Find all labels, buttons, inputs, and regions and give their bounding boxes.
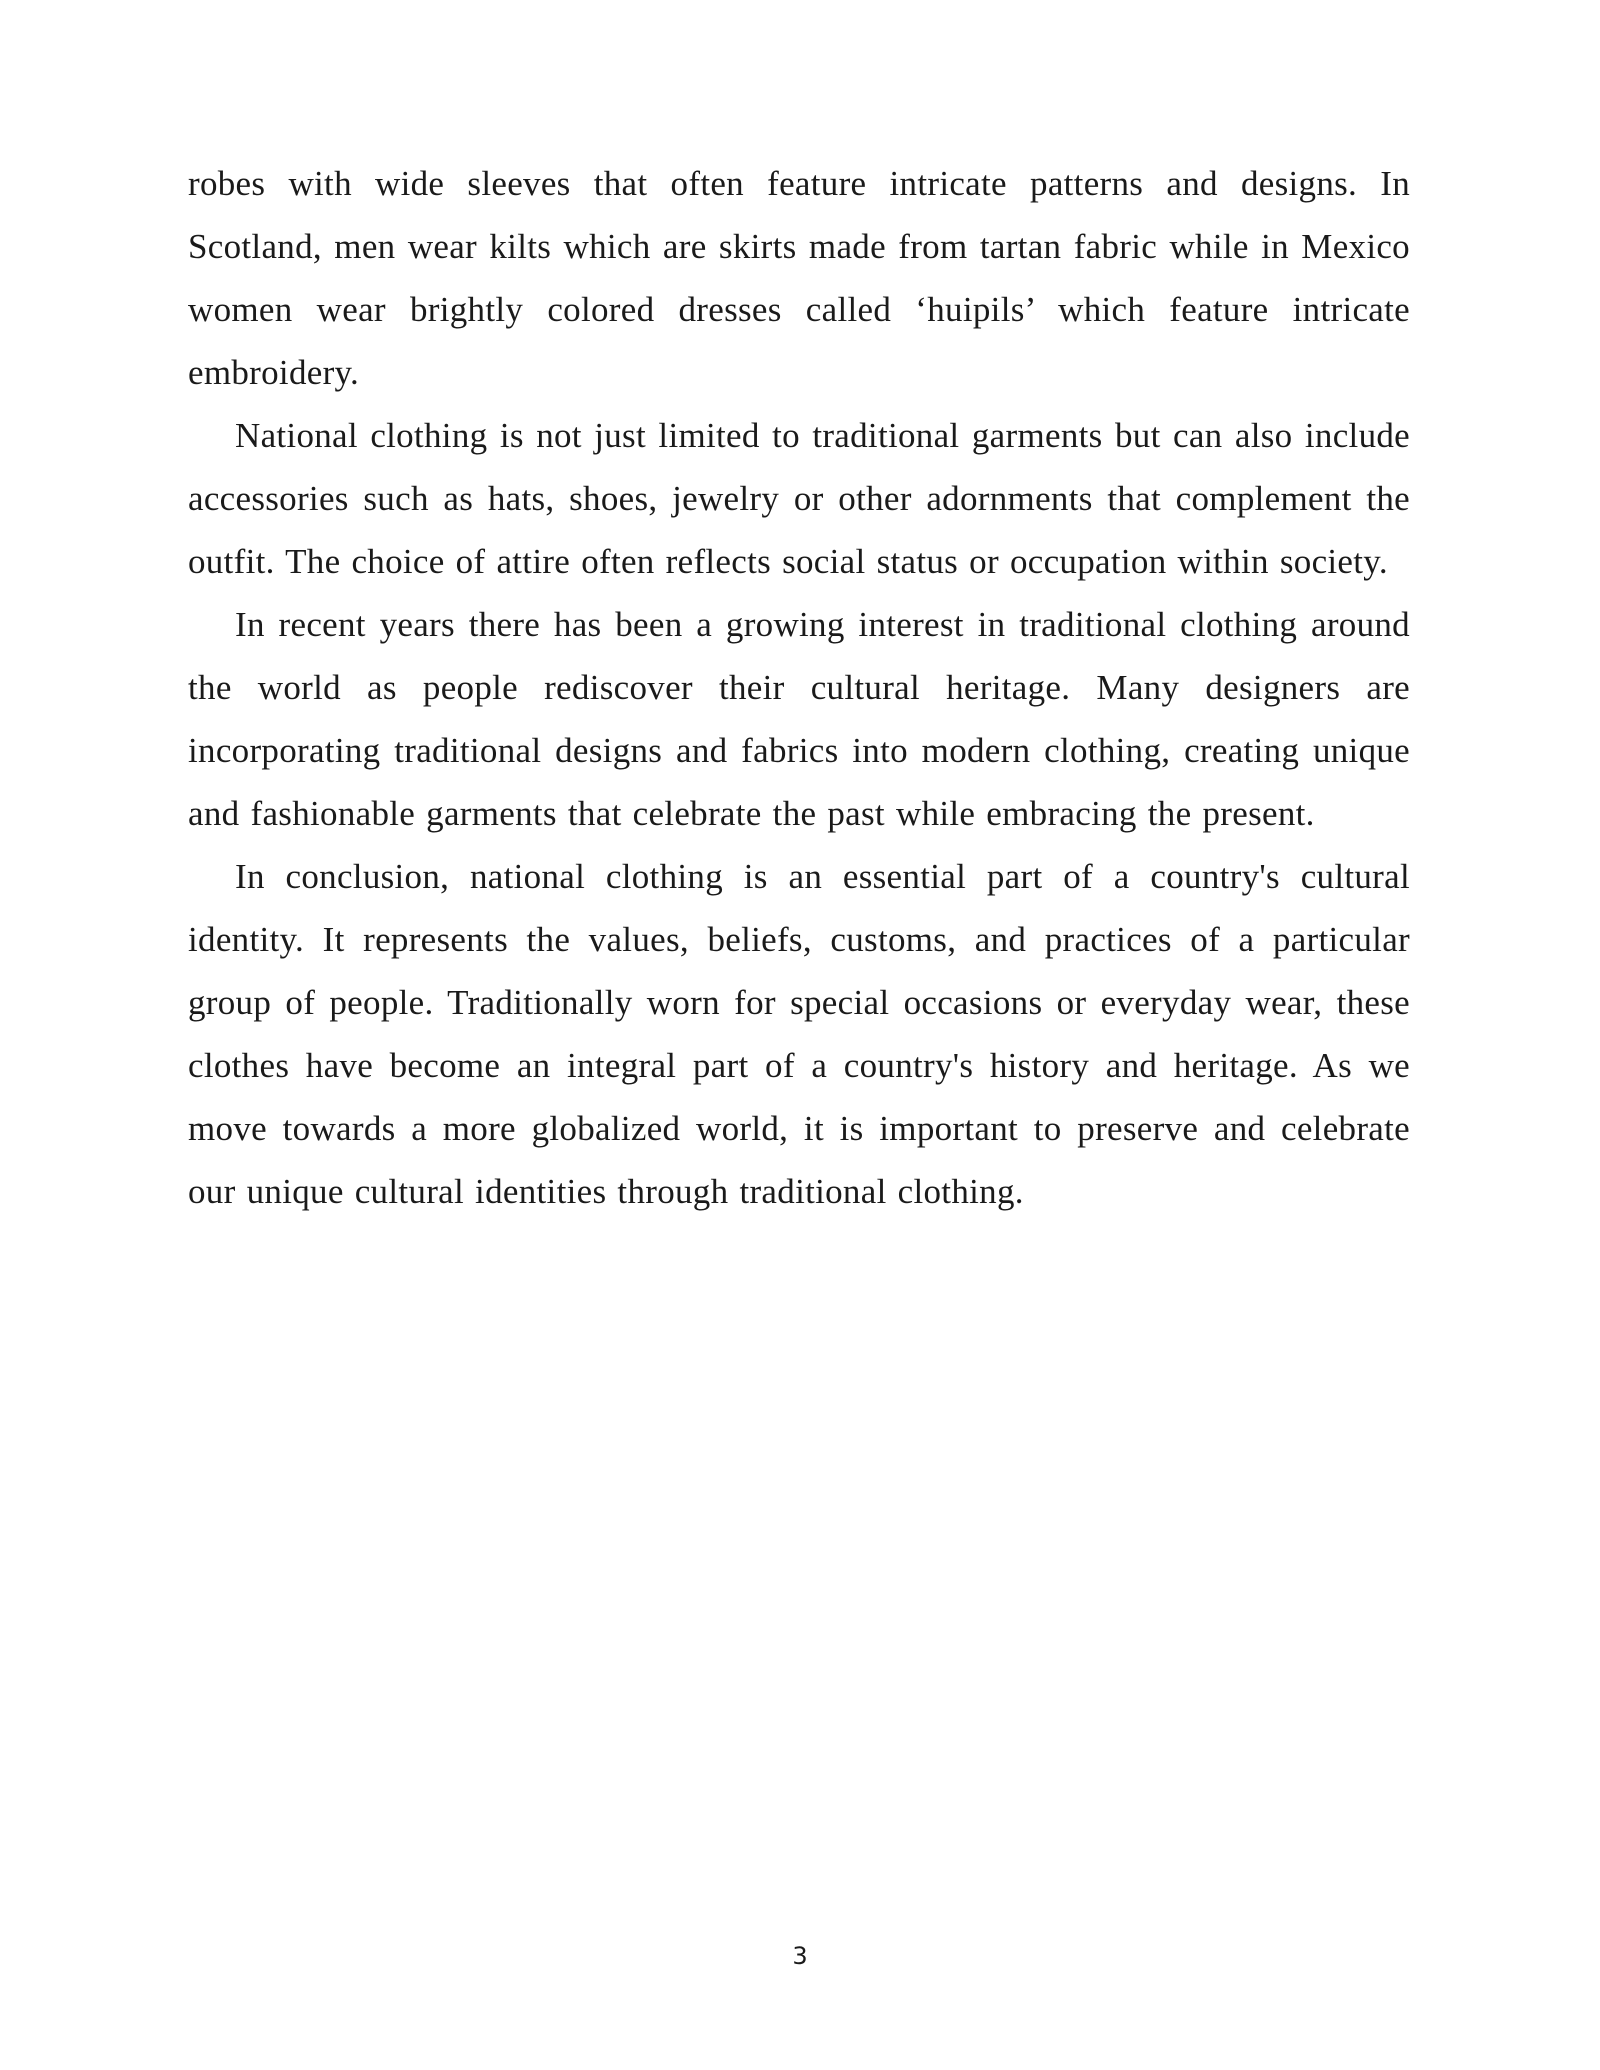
paragraph-1: robes with wide sleeves that often feature intricate patterns and designs. In Scotland, men wear kilts which are skirts made from tartan fabric while in Mexico women wear brightly colored dresses called ‘huipils’ which feature intricate embroidery.	[188, 164, 1410, 392]
paragraph-4: In conclusion, national clothing is an essential part of a country's cultural identity. It represents the values, beliefs, customs, and practices of a particular group of people. Traditionally worn for special occasions or everyday wear, these clothes have become an integral part of a country's history and heritage. As we move towards a more globalized world, it is important to preserve and celebrate our unique cultural identities through traditional clothing.	[188, 857, 1410, 1211]
paragraph-2: National clothing is not just limited to traditional garments but can also include accessories such as hats, shoes, jewelry or other adornments that complement the outfit. The choice of attire often reflects social status or occupation within society.	[188, 416, 1410, 581]
paragraph-3: In recent years there has been a growing interest in traditional clothing around the world as people rediscover their cultural heritage. Many designers are incorporating traditional designs and fabrics into modern clothing, creating unique and fashionable garments that celebrate the past while embracing the present.	[188, 605, 1410, 833]
body-text	[188, 152, 1410, 1223]
page-number: 3	[792, 1942, 808, 1970]
